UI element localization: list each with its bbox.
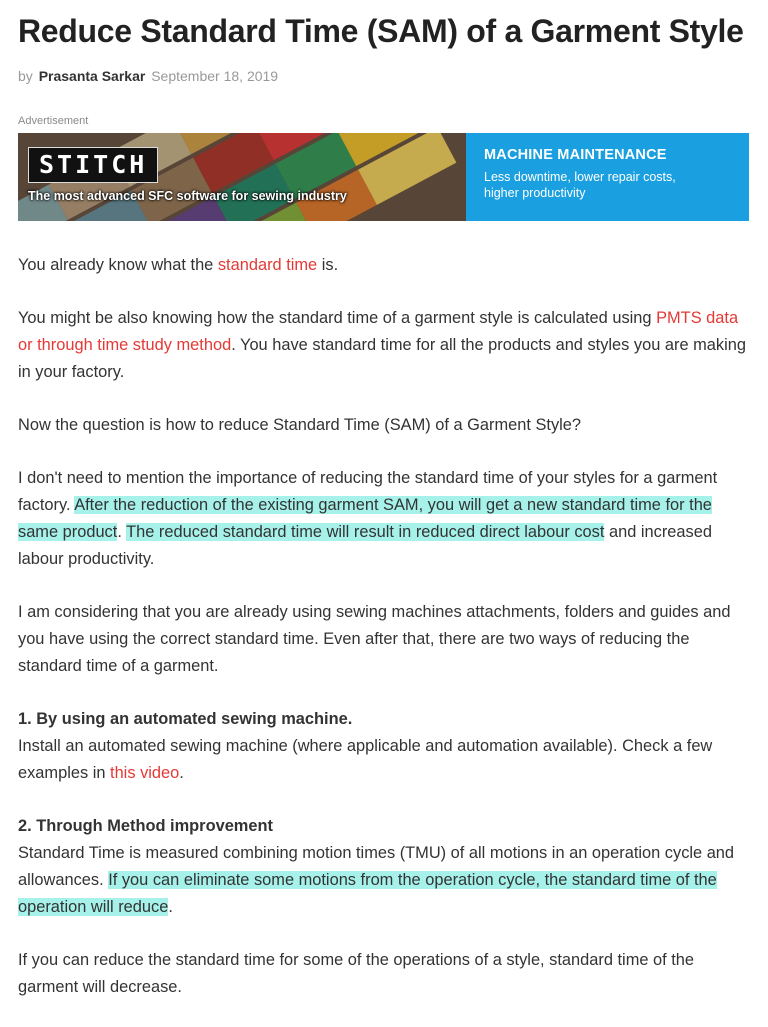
publish-date: September 18, 2019 [151,68,279,84]
banner-subtext-line1: Less downtime, lower repair costs, [484,170,676,184]
article-title: Reduce Standard Time (SAM) of a Garment Style [18,13,744,49]
text: You already know what the [18,256,218,274]
banner-subtext [484,169,731,201]
paragraph-intro [18,252,752,279]
text: . [168,898,173,916]
pmts-data-link[interactable]: PMTS data or through time study method [18,309,739,354]
highlighted-text: After the reduction of the existing garment SAM, you will get a new standard time for the same product [18,496,712,541]
text: Install an automated sewing machine (where applicable and automation available). Check a few examples in [18,737,713,782]
text: . You have standard time for all the products and styles you are making in your factory. [18,336,746,381]
highlighted-text: The reduced standard time will result in reduced direct labour cost [126,523,605,541]
banner-message [466,133,749,221]
text: You might be also knowing how the standard time of a garment style is calculated using [18,309,657,327]
text: is. [317,256,339,274]
highlighted-text: If you can eliminate some motions from the operation cycle, the standard time of the operation will reduce [18,871,717,916]
stitch-logo: STITCH [28,147,158,183]
text: Standard Time is measured combining motion times (TMU) of all motions in an operation cycle and allowances. [18,844,735,889]
byline-prefix: by [18,68,33,84]
paragraph-importance [18,465,752,573]
banner-subtext-line2: higher productivity [484,186,586,200]
text: and increased labour productivity. [18,523,712,568]
paragraph-considering: I am considering that you are already using sewing machines attachments, folders and guides and you have using the correct standard time. Even after that, there are two ways of reducing the standard time of a garment. [18,603,731,675]
banner-tagline: The most advanced SFC software for sewing industry [28,189,347,203]
article-body [18,252,752,1027]
banner-headline: MACHINE MAINTENANCE [484,147,667,163]
section-heading: 1. By using an automated sewing machine. [18,710,353,728]
banner-thread-image [18,133,466,221]
standard-time-link[interactable]: standard time [217,256,318,274]
author-link[interactable]: Prasanta Sarkar [38,68,146,84]
text: I don't need to mention the importance of reducing the standard time of your styles for a garment factory. [18,469,718,514]
paragraph-question: Now the question is how to reduce Standard Time (SAM) of a Garment Style? [18,416,582,434]
this-video-link[interactable]: this video [110,764,180,782]
advertisement-label: Advertisement [18,115,89,127]
ad-banner[interactable] [18,133,749,221]
section-automated-machine [18,706,752,787]
section-heading: 2. Through Method improvement [18,817,273,835]
text: . [117,523,127,541]
byline [18,68,278,84]
paragraph-pmts [18,305,752,386]
text: . [179,764,184,782]
section-method-improvement [18,813,752,921]
paragraph-conclusion: If you can reduce the standard time for some of the operations of a style, standard time of the garment will decrease. [18,951,695,996]
